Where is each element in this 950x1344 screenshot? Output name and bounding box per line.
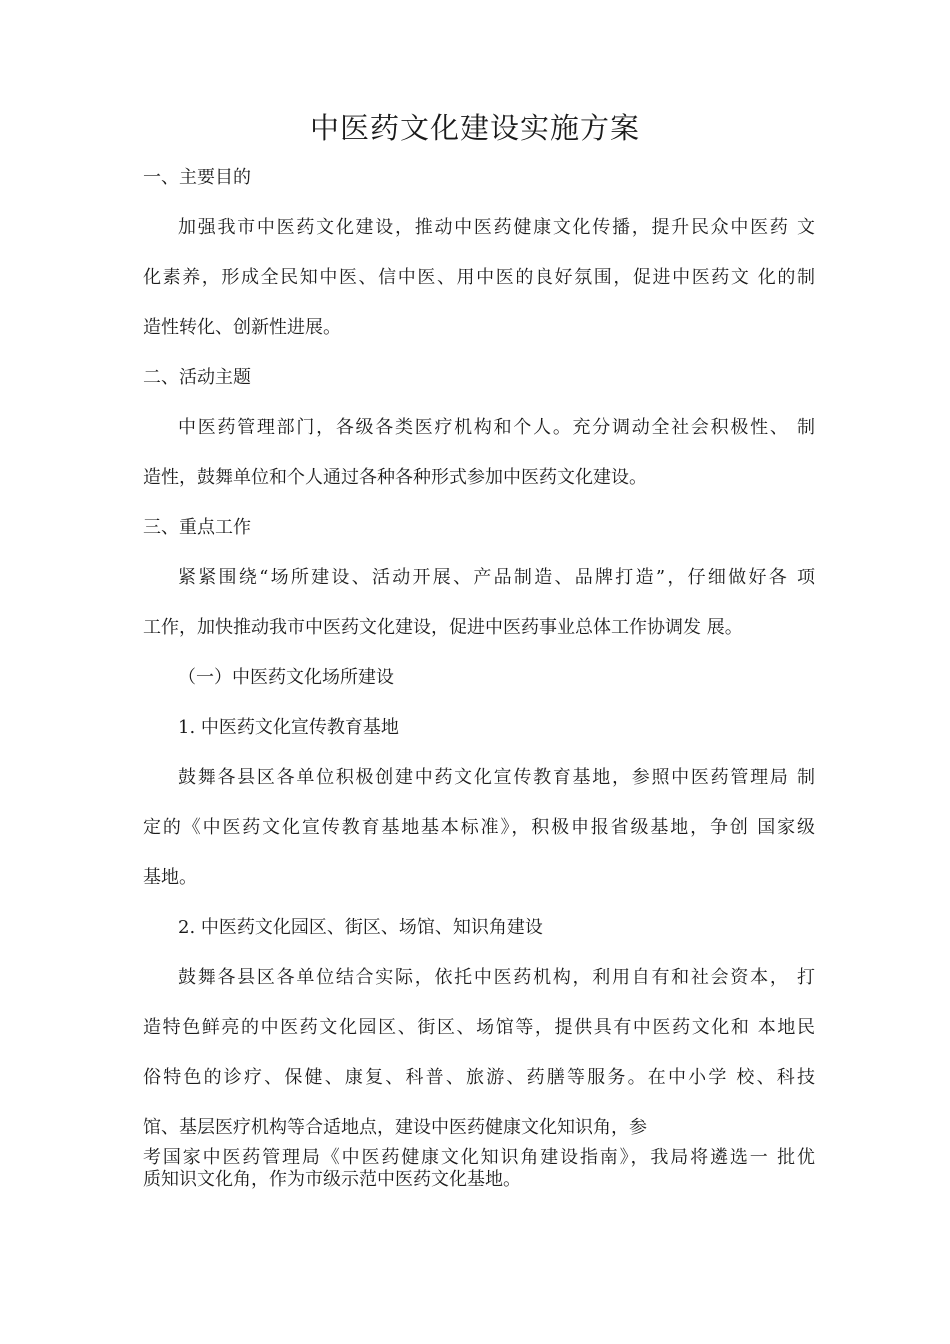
paragraph-line: 馆、基层医疗机构等合适地点，建设中医药健康文化知识角，参 (143, 1117, 647, 1138)
paragraph-line: 造性转化、创新性进展。 (143, 317, 341, 338)
paragraph-line: 质知识文化角，作为市级示范中医药文化基地。 (143, 1169, 521, 1190)
paragraph-line: 基地。 (143, 867, 197, 888)
paragraph-line: 工作，加快推动我市中医药文化建设，促进中医药事业总体工作协调发 展。 (143, 617, 743, 638)
item-heading: 2. 中医药文化园区、街区、场馆、知识角建设 (178, 917, 543, 938)
paragraph-line: 鼓舞各县区各单位结合实际，依托中医药机构，利用自有和社会资本， 打 (178, 967, 815, 988)
paragraph-line: 紧紧围绕“场所建设、活动开展、产品制造、品牌打造”，仔细做好各 项 (178, 567, 815, 588)
paragraph-line: 加强我市中医药文化建设，推动中医药健康文化传播，提升民众中医药 文 (178, 217, 815, 238)
paragraph-line: 俗特色的诊疗、保健、康复、科普、旅游、药膳等服务。在中小学 校、科技 (143, 1067, 815, 1088)
section-heading-3: 三、重点工作 (143, 517, 251, 538)
paragraph-line: 定的《中医药文化宣传教育基地基本标准》，积极申报省级基地，争创 国家级 (143, 817, 815, 838)
item-heading: 1. 中医药文化宣传教育基地 (178, 717, 399, 738)
paragraph-line: 造性，鼓舞单位和个人通过各种各种形式参加中医药文化建设。 (143, 467, 647, 488)
paragraph-line: 化素养，形成全民知中医、信中医、用中医的良好氛围，促进中医药文 化的制 (143, 267, 815, 288)
paragraph-line: 鼓舞各县区各单位积极创建中药文化宣传教育基地，参照中医药管理局 制 (178, 767, 815, 788)
section-heading-1: 一、主要目的 (143, 167, 251, 188)
paragraph-line: 造特色鲜亮的中医药文化园区、街区、场馆等，提供具有中医药文化和 本地民 (143, 1017, 815, 1038)
section-heading-2: 二、活动主题 (143, 367, 251, 388)
document-title: 中医药文化建设实施方案 (309, 111, 640, 145)
paragraph-line: 中医药管理部门，各级各类医疗机构和个人。充分调动全社会积极性、 制 (178, 417, 815, 438)
subsection-heading: （一）中医药文化场所建设 (178, 667, 394, 688)
paragraph-line: 考国家中医药管理局《中医药健康文化知识角建设指南》，我局将遴选一 批优 (143, 1147, 815, 1168)
